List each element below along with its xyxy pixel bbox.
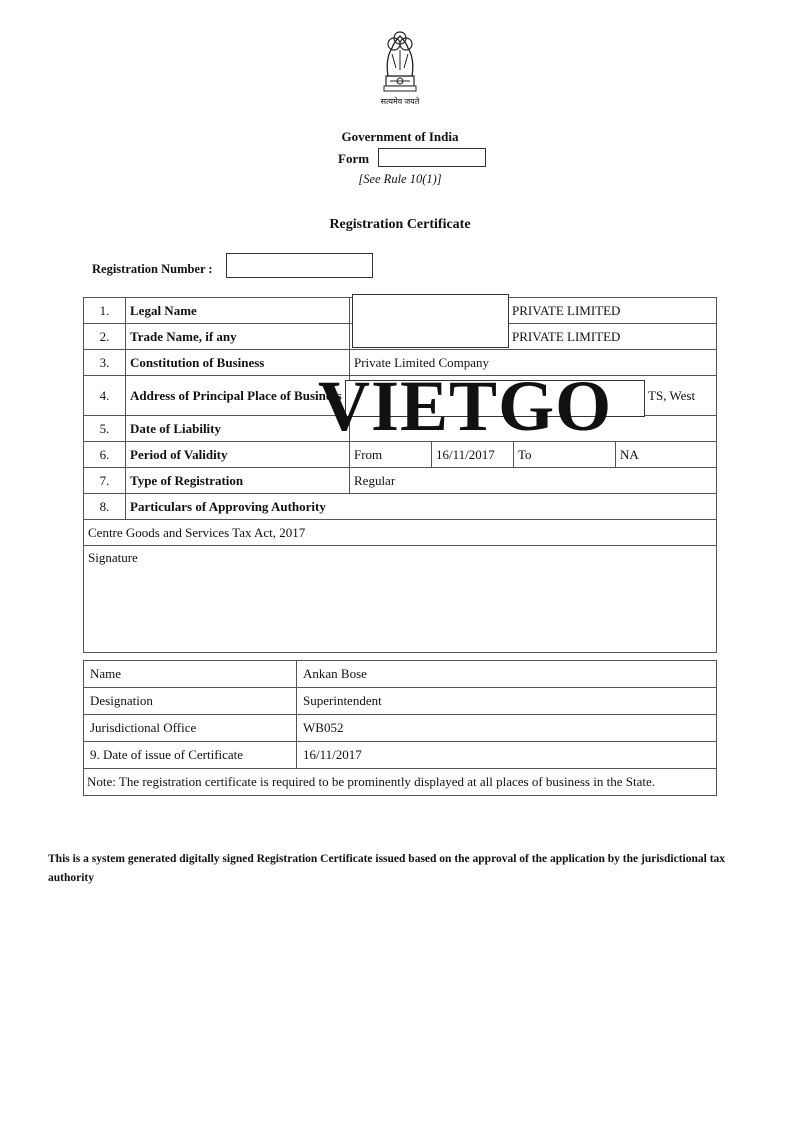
row-number: 8. — [84, 494, 126, 520]
table-row — [84, 520, 717, 546]
act-text: Centre Goods and Services Tax Act, 2017 — [84, 520, 717, 546]
government-heading: Government of India — [341, 129, 459, 144]
authority-details-table — [83, 660, 717, 796]
issue-date-label: 9. Date of issue of Certificate — [84, 742, 297, 769]
table-row — [84, 546, 717, 653]
address-value: TS, West — [350, 376, 717, 416]
row-label: Particulars of Approving Authority — [126, 494, 717, 520]
issue-date-value: 16/11/2017 — [297, 742, 717, 769]
row-number: 6. — [84, 442, 126, 468]
designation-value: Superintendent — [297, 688, 717, 715]
signature-label: Signature — [84, 546, 717, 653]
watermark: VIETGO — [318, 366, 613, 446]
table-row — [84, 661, 717, 688]
row-label: Period of Validity — [126, 442, 350, 468]
display-note: Note: The registration certificate is required to be prominently displayed at all places of business in the State. — [84, 769, 717, 796]
row-label: Constitution of Business — [126, 350, 350, 376]
footer-statement: This is a system generated digitally signed Registration Certificate issued based on the approval of the application by the jurisdictional tax authority — [48, 853, 726, 884]
row-label: Legal Name — [126, 298, 350, 324]
row-label: Date of Liability — [126, 416, 350, 442]
row-label: Type of Registration — [126, 468, 350, 494]
name-value: Ankan Bose — [297, 661, 717, 688]
validity-from-value: 16/11/2017 — [432, 442, 514, 468]
trade-name-value: PRIVATE LIMITED — [350, 324, 717, 350]
table-row — [84, 715, 717, 742]
name-label: Name — [84, 661, 297, 688]
validity-to-value: NA — [616, 442, 717, 468]
emblem-motto: सत्यमेव जयते — [380, 97, 420, 106]
table-row — [84, 688, 717, 715]
constitution-value: Private Limited Company — [350, 350, 717, 376]
row-label: Trade Name, if any — [126, 324, 350, 350]
row-number: 7. — [84, 468, 126, 494]
validity-to-label: To — [514, 442, 616, 468]
registration-type-value: Regular — [350, 468, 717, 494]
form-number-redaction — [378, 148, 486, 167]
row-label: Address of Principal Place of Business — [126, 376, 350, 416]
designation-label: Designation — [84, 688, 297, 715]
table-row — [84, 468, 717, 494]
legal-name-redaction — [352, 294, 509, 348]
registration-number-redaction — [226, 253, 373, 278]
row-number: 5. — [84, 416, 126, 442]
row-number: 4. — [84, 376, 126, 416]
national-emblem-icon — [372, 24, 428, 94]
legal-name-value: PRIVATE LIMITED — [350, 298, 717, 324]
registration-number-label: Registration Number : — [92, 262, 213, 276]
office-value: WB052 — [297, 715, 717, 742]
certificate-title: Registration Certificate — [329, 217, 471, 232]
row-number: 1. — [84, 298, 126, 324]
validity-from-label: From — [350, 442, 432, 468]
row-number: 2. — [84, 324, 126, 350]
table-row — [84, 742, 717, 769]
rule-reference: [See Rule 10(1)] — [358, 172, 442, 186]
form-label: Form — [338, 151, 370, 166]
table-row — [84, 494, 717, 520]
office-label: Jurisdictional Office — [84, 715, 297, 742]
table-row — [84, 769, 717, 796]
registration-details-table — [83, 297, 717, 653]
row-number: 3. — [84, 350, 126, 376]
